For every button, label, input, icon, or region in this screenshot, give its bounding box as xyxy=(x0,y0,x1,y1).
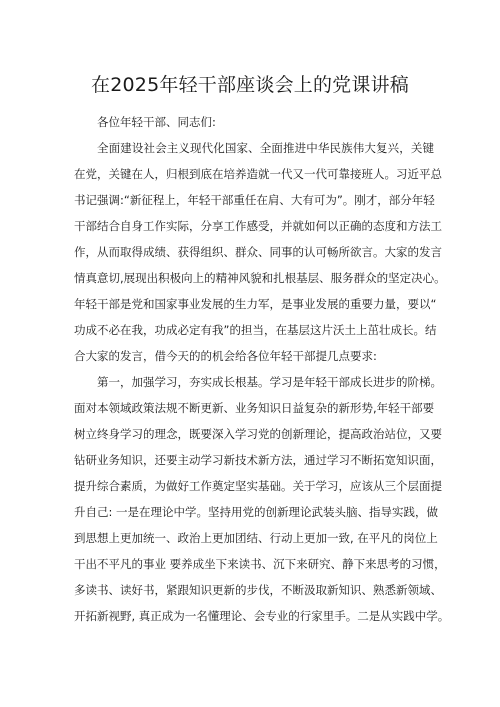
body-line: 干出不平凡的事业 要养成坐下来读书、沉下来研究、静下来思考的习惯， xyxy=(74,557,446,571)
document-title: 在2025年轻干部座谈会上的党课讲稿 xyxy=(91,74,409,96)
body-line: 开拓新视野, 真正成为一名懂理论、会专业的行家里手。二是从实践中学。 xyxy=(74,609,450,623)
body-line: 多读书、读好书，紧跟知识更新的步伐，不断汲取新知识、熟悉新领域、 xyxy=(74,583,442,597)
salutation-line: 各位年轻干部、同志们: xyxy=(97,115,216,129)
body-line: 到思想上更加统一、政治上更加团结、行动上更加一致, 在平凡的岗位上 xyxy=(74,531,438,545)
body-line: 年轻干部是党和国家事业发展的生力军，是事业发展的重要力量，要以“ xyxy=(74,297,437,311)
body-line: 功成不必在我，功成必定有我”的担当，在基层这片沃土上茁壮成长。结 xyxy=(74,323,437,337)
body-line: 钻研业务知识，还要主动学习新技术新方法，通过学习不断拓宽知识面， xyxy=(74,453,442,467)
body-line: 干部结合自身工作实际，分享工作感受，并就如何以正确的态度和方法工 xyxy=(74,219,442,233)
body-line: 升自己: 一是在理论中学。坚持用党的创新理论武装头脑、指导实践，做 xyxy=(74,505,439,519)
body-line: 第一，加强学习，夯实成长根基。学习是年轻干部成长进步的阶梯。 xyxy=(97,375,442,389)
body-line: 情真意切,展现出积极向上的精神风貌和扎根基层、服务群众的坚定决心。 xyxy=(74,271,446,285)
body-line: 树立终身学习的理念，既要深入学习党的创新理论，提高政治站位，又要 xyxy=(74,427,442,441)
body-line: 书记强调:“新征程上，年轻干部重任在肩、大有可为”。刚才，部分年轻 xyxy=(74,193,435,207)
body-line: 合大家的发言，借今天的的机会给各位年轻干部提几点要求: xyxy=(74,349,377,363)
body-line: 全面建设社会主义现代化国家、全面推进中华民族伟大复兴，关键 xyxy=(97,141,434,155)
body-line: 作，从而取得成绩、获得组织、群众、同事的认可畅所欲言。大家的发言 xyxy=(74,245,442,259)
body-line: 在党，关键在人，归根到底在培养造就一代又一代可靠接班人。习近平总 xyxy=(74,167,442,181)
document-body xyxy=(74,109,450,629)
body-line: 提升综合素质，为做好工作奠定坚实基础。关于学习，应该从三个层面提 xyxy=(74,479,442,493)
body-line: 面对本领域政策法规不断更新、业务知识日益复杂的新形势,年轻干部要 xyxy=(74,401,435,415)
